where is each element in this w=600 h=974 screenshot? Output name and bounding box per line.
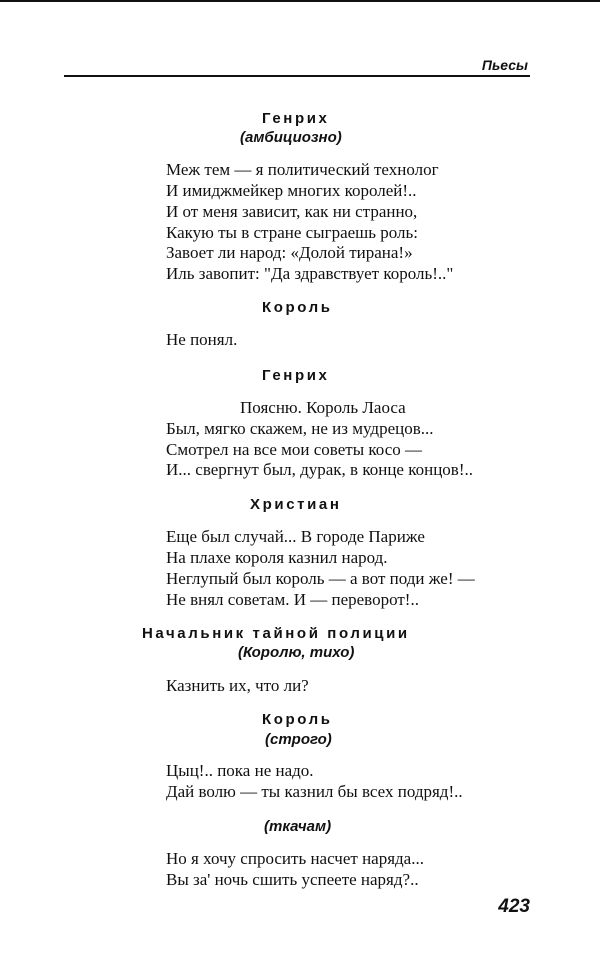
page-number: 423: [498, 896, 530, 917]
verse-line: И имиджмейкер многих королей!..: [166, 181, 417, 200]
stage-direction: (ткачам): [264, 818, 332, 835]
speaker-name: Король: [262, 299, 333, 316]
speaker-name: Генрих: [262, 110, 330, 127]
header-rule: [64, 75, 530, 77]
verse-line: И от меня зависит, как ни странно,: [166, 202, 418, 221]
speaker-name: Христиан: [250, 496, 342, 513]
verse-line: Был, мягко скажем, не из мудрецов...: [166, 419, 434, 438]
verse-line: Еще был случай... В городе Париже: [166, 527, 425, 546]
verse-line: Меж тем — я политический технолог: [166, 160, 439, 179]
verse-line: Цыц!.. пока не надо.: [166, 761, 314, 780]
running-head: Пьесы: [481, 57, 528, 73]
verse-line: Какую ты в стране сыграешь роль:: [166, 223, 418, 242]
verse-line: Смотрел на все мои советы косо —: [166, 440, 422, 459]
verse-line: Завоет ли народ: «Долой тирана!»: [166, 243, 413, 262]
verse-line: Вы за' ночь сшить успеете наряд?..: [166, 870, 419, 889]
stage-direction: (строго): [265, 731, 332, 748]
verse-line: Неглупый был король — а вот поди же! —: [166, 569, 475, 588]
verse-line: Не внял советам. И — переворот!..: [166, 590, 419, 609]
verse-line: Поясню. Король Лаоса: [240, 398, 406, 417]
verse-line: Иль завопит: "Да здравствует король!..": [166, 264, 454, 283]
verse-line: И... свергнут был, дурак, в конце концов!..: [166, 460, 473, 479]
speaker-name: Начальник тайной полиции: [142, 625, 410, 642]
verse-line: Но я хочу спросить насчет наряда...: [166, 849, 424, 868]
verse-line: Казнить их, что ли?: [166, 676, 309, 695]
stage-direction: (амбициозно): [240, 129, 342, 146]
speaker-name: Король: [262, 711, 333, 728]
verse-line: Дай волю — ты казнил бы всех подряд!..: [166, 782, 463, 801]
verse-line: На плахе короля казнил народ.: [166, 548, 388, 567]
verse-line: Не понял.: [166, 330, 238, 349]
page-top-edge: [0, 0, 600, 2]
stage-direction: (Королю, тихо): [238, 644, 355, 661]
speaker-name: Генрих: [262, 367, 330, 384]
